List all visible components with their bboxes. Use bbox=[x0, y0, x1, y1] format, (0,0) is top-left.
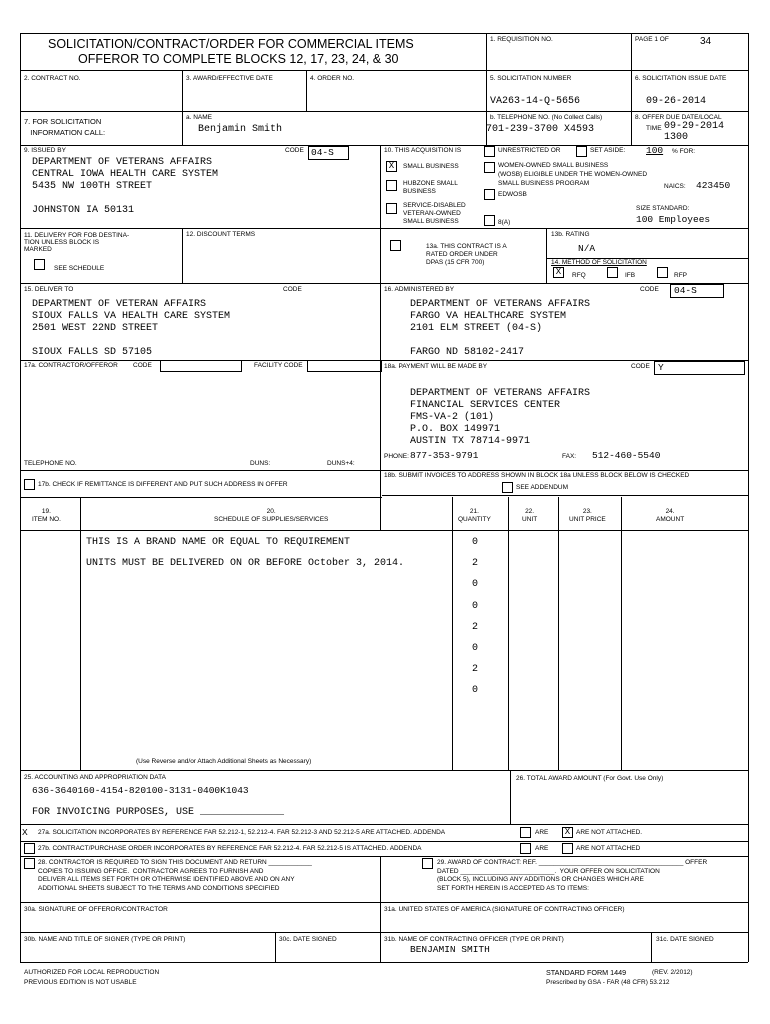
rule bbox=[20, 932, 748, 933]
solicitation-number: VA263-14-Q-5656 bbox=[490, 96, 581, 107]
unit-price-header: 23. UNIT PRICE bbox=[569, 508, 606, 523]
contractor-code-label: CODE bbox=[133, 362, 152, 369]
rule bbox=[20, 824, 748, 825]
28-text: 28. CONTRACTOR IS REQUIRED TO SIGN THIS DOCUMENT AND RETURN ____________ COPIES TO ISSUING OFFICE. CONTRACTOR AGREES TO FURNISH AND DELIVER ALL ITEMS SET FORTH OR OTHERWISE IDENTIFIED ABOVE AND ON ANY ADDITIONAL SHEETS SUBJECT TO THE TERMS AND CONDITIONS SPECIFIED bbox=[38, 859, 312, 892]
wosb-label: WOMEN-OWNED SMALL BUSINESS (WOSB) ELIGIBLE UNDER THE WOMEN-OWNED SMALL BUSINESS PROGRAM bbox=[498, 162, 648, 187]
administered-by-code: 04-S bbox=[670, 284, 724, 298]
issued-by-address: DEPARTMENT OF VETERANS AFFAIRS CENTRAL IOWA HEALTH CARE SYSTEM 5435 NW 100TH STREET JOHNSTON IA 50131 bbox=[32, 157, 219, 216]
rule bbox=[306, 70, 307, 111]
facility-code-box[interactable] bbox=[307, 360, 382, 372]
addendum-label: SEE ADDENDUM bbox=[516, 484, 569, 491]
rfp-checkbox[interactable] bbox=[657, 267, 668, 278]
29-checkbox[interactable] bbox=[422, 858, 433, 869]
solicitation-date: 09-26-2014 bbox=[646, 96, 707, 107]
method-label: 14. METHOD OF SOLICITATION bbox=[551, 259, 647, 266]
form-number: STANDARD FORM 1449 bbox=[546, 968, 627, 977]
payment-by-label: 18a. PAYMENT WILL BE MADE BY bbox=[384, 363, 488, 370]
payment-phone: 877-353-9791 bbox=[410, 450, 479, 461]
rule bbox=[546, 228, 547, 283]
deliver-to-code-label: CODE bbox=[283, 286, 302, 293]
rule bbox=[651, 932, 652, 962]
administered-by-code-label: CODE bbox=[640, 286, 659, 293]
time-label: TIME bbox=[646, 125, 662, 132]
27a-label: 27a. SOLICITATION INCORPORATES BY REFERENCE FAR 52.212-1, 52.212-4. FAR 52.212-3 AND 52.212-5 ARE ATTACHED. ADDENDA bbox=[38, 829, 446, 836]
wosb-checkbox[interactable] bbox=[484, 162, 495, 173]
phone-label: b. TELEPHONE NO. (No Collect Calls) bbox=[490, 114, 603, 121]
issued-by-label: 9. ISSUED BY bbox=[24, 147, 66, 154]
rule bbox=[558, 497, 559, 770]
ifb-label: IFB bbox=[625, 272, 636, 279]
offer-due-time: 1300 bbox=[664, 132, 689, 143]
rule bbox=[20, 70, 748, 71]
rule bbox=[20, 33, 21, 962]
quantity-cell: 0 bbox=[472, 579, 479, 591]
30b-label: 30b. NAME AND TITLE OF SIGNER (TYPE OR PRINT) bbox=[24, 936, 186, 943]
form-title-line1: SOLICITATION/CONTRACT/ORDER FOR COMMERCIAL ITEMS bbox=[48, 37, 414, 51]
unrestricted-label: UNRESTRICTED OR bbox=[498, 147, 561, 154]
order-no-label: 4. ORDER NO. bbox=[310, 75, 355, 82]
duns-label: DUNS: bbox=[250, 460, 271, 467]
issued-by-code: 04-S bbox=[308, 146, 349, 160]
rule bbox=[382, 495, 748, 496]
rule bbox=[275, 932, 276, 962]
hubzone-checkbox[interactable] bbox=[386, 180, 397, 191]
rfp-label: RFP bbox=[674, 272, 687, 279]
naics-code: 423450 bbox=[696, 180, 731, 191]
deliver-to-label: 15. DELIVER TO bbox=[24, 286, 74, 293]
rule bbox=[20, 111, 748, 112]
duns4-label: DUNS+4: bbox=[327, 460, 355, 467]
rule bbox=[508, 497, 509, 770]
edwosb-checkbox[interactable] bbox=[484, 189, 495, 200]
discount-terms-label: 12. DISCOUNT TERMS bbox=[186, 231, 256, 238]
unrestricted-checkbox[interactable] bbox=[484, 146, 495, 157]
rule bbox=[380, 145, 381, 283]
small-business-label: SMALL BUSINESS bbox=[403, 163, 459, 170]
27a-are: ARE bbox=[535, 829, 549, 836]
quantity-cell: 2 bbox=[472, 664, 479, 676]
contract-no-label: 2. CONTRACT NO. bbox=[24, 75, 81, 82]
rule bbox=[452, 497, 453, 770]
29-text: 29. AWARD OF CONTRACT: REF. ________________________________________ OFFER DATED __________________________. YOUR OFFER ON SOLICITATION (BLOCK 5), INCLUDING ANY ADDITIONS OR CHANGES WHICH ARE SET FORTH HEREIN IS ACCEPTED AS TO ITEMS: bbox=[437, 859, 708, 892]
27b-are: ARE bbox=[535, 845, 549, 852]
rule bbox=[380, 856, 381, 962]
amount-header: 24. AMOUNT bbox=[656, 508, 685, 523]
contact-phone: 701-239-3700 X4593 bbox=[486, 124, 595, 135]
rated-order-checkbox[interactable] bbox=[390, 240, 401, 251]
rule bbox=[20, 497, 382, 498]
telephone-label: TELEPHONE NO. bbox=[24, 460, 77, 467]
rule bbox=[20, 841, 748, 842]
27a-not-checkbox[interactable]: X bbox=[562, 827, 573, 838]
naics-label: NAICS: bbox=[664, 183, 686, 190]
quantity-cell: 0 bbox=[472, 643, 479, 654]
contracting-officer: BENJAMIN SMITH bbox=[410, 944, 490, 955]
contact-name: Benjamin Smith bbox=[198, 124, 283, 135]
item-no-header: 19. ITEM NO. bbox=[32, 508, 61, 523]
remittance-checkbox[interactable] bbox=[24, 479, 35, 490]
rule bbox=[20, 770, 748, 771]
size-standard: 100 Employees bbox=[636, 214, 711, 225]
unit-header: 22. UNIT bbox=[522, 508, 538, 523]
footer-left-1: AUTHORIZED FOR LOCAL REPRODUCTION bbox=[24, 969, 160, 976]
rule bbox=[20, 530, 748, 531]
payment-phone-label: PHONE: bbox=[384, 453, 409, 460]
accounting-value: 636-3640160-4154-820100-3131-0400K1043 bbox=[32, 785, 249, 796]
solicitation-number-label: 5. SOLICITATION NUMBER bbox=[490, 75, 572, 82]
footer-left-2: PREVIOUS EDITION IS NOT USABLE bbox=[24, 979, 137, 986]
award-date-label: 3. AWARD/EFFECTIVE DATE bbox=[186, 75, 273, 82]
setaside-percent: 100 bbox=[646, 145, 664, 156]
schedule-line-1: THIS IS A BRAND NAME OR EQUAL TO REQUIREMENT bbox=[86, 537, 351, 548]
rating-label: 13b. RATING bbox=[551, 231, 590, 238]
form-title-line2: OFFEROR TO COMPLETE BLOCKS 12, 17, 23, 24, & 30 bbox=[78, 52, 399, 66]
payment-code: Y bbox=[654, 361, 745, 375]
issued-by-code-label: CODE bbox=[285, 147, 304, 154]
delivery-fob-label: 11. DELIVERY FOR FOB DESTINA- TION UNLESS BLOCK IS MARKED bbox=[24, 232, 130, 253]
total-award-label: 26. TOTAL AWARD AMOUNT (For Govt. Use Only) bbox=[516, 775, 664, 782]
quantity-cell: 0 bbox=[472, 537, 479, 548]
quantity-cell: 2 bbox=[472, 558, 479, 570]
27a-not-attached: ARE NOT ATTACHED. bbox=[576, 829, 643, 836]
schedule-line-2: UNITS MUST BE DELIVERED ON OR BEFORE October 3, 2014. bbox=[86, 558, 405, 569]
31b-label: 31b. NAME OF CONTRACTING OFFICER (TYPE OR PRINT) bbox=[384, 936, 564, 943]
deliver-to-address: DEPARTMENT OF VETERAN AFFAIRS SIOUX FALLS VA HEALTH CARE SYSTEM 2501 WEST 22ND STREET SIOUX FALLS SD 57105 bbox=[32, 299, 231, 358]
form-revision: (REV. 2/2012) bbox=[652, 969, 693, 976]
30a-label: 30a. SIGNATURE OF OFFEROR/CONTRACTOR bbox=[24, 906, 168, 913]
schedule-header: 20. SCHEDULE OF SUPPLIES/SERVICES bbox=[214, 508, 329, 523]
solicitation-date-label: 6. SOLICITATION ISSUE DATE bbox=[635, 75, 727, 82]
setaside-label: SET ASIDE: bbox=[590, 147, 626, 154]
administered-by-address: DEPARTMENT OF VETERANS AFFAIRS FARGO VA HEALTHCARE SYSTEM 2101 ELM STREET (04-S) FARGO ND 58102-2417 bbox=[410, 299, 591, 358]
administered-by-label: 16. ADMINISTERED BY bbox=[384, 286, 455, 293]
rule bbox=[20, 470, 748, 471]
31c-label: 31c. DATE SIGNED bbox=[656, 936, 714, 943]
quantity-cell: 0 bbox=[472, 685, 479, 697]
27b-not-attached: ARE NOT ATTACHED bbox=[576, 845, 641, 852]
page-total: 34 bbox=[700, 36, 712, 47]
invoicing-purposes: FOR INVOICING PURPOSES, USE ______________ bbox=[32, 807, 285, 818]
rfq-label: RFQ bbox=[572, 272, 586, 279]
sdvosb-checkbox[interactable] bbox=[386, 203, 397, 214]
payment-fax: 512-460-5540 bbox=[592, 450, 661, 461]
27b-are-checkbox[interactable] bbox=[520, 843, 531, 854]
rule bbox=[621, 497, 622, 770]
setaside-for: % FOR: bbox=[672, 148, 696, 155]
small-business-checkbox[interactable]: X bbox=[386, 161, 397, 172]
27b-checkbox[interactable] bbox=[24, 843, 35, 854]
sdvosb-label: SERVICE-DISABLED VETERAN-OWNED SMALL BUSINESS bbox=[403, 202, 466, 225]
edwosb-label: EDWOSB bbox=[498, 191, 527, 198]
30c-label: 30c. DATE SIGNED bbox=[279, 936, 337, 943]
rule bbox=[20, 228, 748, 229]
size-standard-label: SIZE STANDARD: bbox=[636, 205, 690, 212]
rule bbox=[182, 228, 183, 283]
8a-label: 8(A) bbox=[498, 219, 511, 226]
rule bbox=[20, 856, 748, 857]
quantity-header: 21. QUANTITY bbox=[458, 508, 491, 523]
27a-mark[interactable]: X bbox=[22, 827, 28, 838]
addendum-checkbox[interactable] bbox=[502, 482, 513, 493]
rule bbox=[182, 70, 183, 145]
setaside-checkbox[interactable] bbox=[576, 146, 587, 157]
27a-are-checkbox[interactable] bbox=[520, 827, 531, 838]
requisition-label: 1. REQUISITION NO. bbox=[490, 36, 553, 43]
hubzone-label: HUBZONE SMALL BUSINESS bbox=[403, 180, 458, 195]
name-label: a. NAME bbox=[186, 114, 213, 121]
rule bbox=[631, 33, 632, 145]
ifb-checkbox[interactable] bbox=[607, 267, 618, 278]
rule bbox=[20, 360, 748, 361]
schedule-footnote: (Use Reverse and/or Attach Additional Sheets as Necessary) bbox=[136, 758, 312, 765]
payment-fax-label: FAX: bbox=[562, 453, 577, 460]
31a-label: 31a. UNITED STATES OF AMERICA (SIGNATURE OF CONTRACTING OFFICER) bbox=[384, 906, 625, 913]
rated-order-label: 13a. THIS CONTRACT IS A RATED ORDER UNDER DPAS (15 CFR 700) bbox=[426, 243, 507, 266]
rfq-checkbox[interactable]: X bbox=[553, 267, 564, 278]
offer-due-date: 09-29-2014 bbox=[664, 121, 725, 132]
info-call-label: 7. FOR SOLICITATION INFORMATION CALL: bbox=[24, 117, 106, 137]
prescribed-by: Prescribed by GSA - FAR (48 CFR) 53.212 bbox=[546, 979, 670, 986]
contractor-label: 17a. CONTRACTOR/OFFEROR bbox=[24, 362, 118, 369]
acquisition-label: 10. THIS ACQUISITION IS bbox=[384, 147, 462, 154]
8a-checkbox[interactable] bbox=[484, 215, 495, 226]
rule bbox=[20, 902, 748, 903]
facility-code-label: FACILITY CODE bbox=[254, 362, 303, 369]
offer-due-label: 8. OFFER DUE DATE/LOCAL bbox=[635, 114, 722, 121]
rule bbox=[748, 33, 749, 962]
28-checkbox[interactable] bbox=[24, 858, 35, 869]
27b-label: 27b. CONTRACT/PURCHASE ORDER INCORPORATES BY REFERENCE FAR 52.212-4. FAR 52.212-5 IS ATTACHED. ADDENDA bbox=[38, 845, 422, 852]
rule bbox=[380, 283, 381, 530]
rule bbox=[510, 770, 511, 824]
payment-address: DEPARTMENT OF VETERANS AFFAIRS FINANCIAL SERVICES CENTER FMS-VA-2 (101) P.O. BOX 149971 AUSTIN TX 78714-9971 bbox=[410, 388, 591, 447]
accounting-label: 25. ACCOUNTING AND APPROPRIATION DATA bbox=[24, 774, 166, 781]
remittance-label: 17b. CHECK IF REMITTANCE IS DIFFERENT AND PUT SUCH ADDRESS IN OFFER bbox=[38, 481, 288, 488]
quantity-cell: 2 bbox=[472, 621, 479, 633]
see-schedule-label: SEE SCHEDULE bbox=[54, 265, 105, 272]
rule bbox=[20, 283, 748, 284]
see-schedule-checkbox[interactable] bbox=[34, 259, 45, 270]
rating-value: N/A bbox=[578, 243, 596, 254]
payment-code-label: CODE bbox=[631, 363, 650, 370]
page-label: PAGE 1 OF bbox=[635, 36, 669, 43]
rule bbox=[20, 145, 748, 146]
rule bbox=[80, 497, 81, 770]
quantity-cell: 0 bbox=[472, 600, 479, 612]
rule bbox=[20, 33, 748, 34]
contractor-code-box[interactable] bbox=[160, 360, 242, 372]
rule bbox=[20, 962, 748, 963]
27b-not-checkbox[interactable] bbox=[562, 843, 573, 854]
submit-invoices-label: 18b. SUBMIT INVOICES TO ADDRESS SHOWN IN BLOCK 18a UNLESS BLOCK BELOW IS CHECKED bbox=[384, 472, 690, 479]
